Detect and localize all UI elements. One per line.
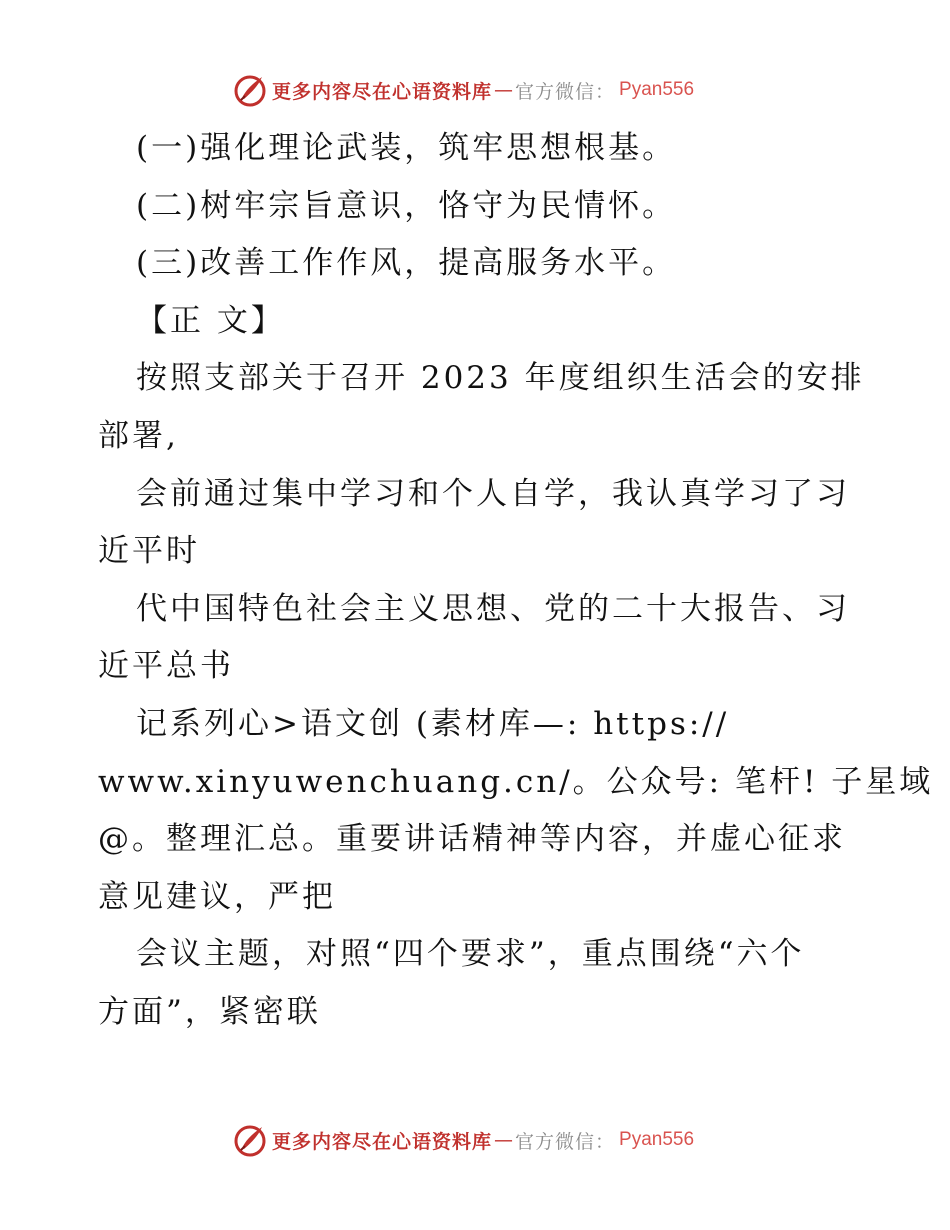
text-line: 近平时 <box>98 533 200 570</box>
watermark-title: 更多内容尽在心语资料库 <box>272 1130 493 1153</box>
watermark-dash: — <box>494 79 514 101</box>
text-line: (三)改善工作作风，提高服务水平。 <box>136 245 677 282</box>
text-line: (二)树牢宗旨意识，恪守为民情怀。 <box>136 187 677 224</box>
text-line: 近平总书 <box>98 648 234 685</box>
watermark-banner-top <box>232 70 694 110</box>
text-line: 记系列心>语文创 (素材库—: https:// <box>136 705 730 742</box>
text-line: 会议主题，对照“四个要求”，重点围绕“六个 <box>136 936 805 973</box>
text-line: @。整理汇总。重要讲话精神等内容，并虚心征求 <box>98 821 846 858</box>
watermark-official-label: 官方微信： <box>515 1130 616 1153</box>
text-line: 按照支部关于召开 2023 年度组织生活会的安排 <box>136 360 865 397</box>
text-line: 会前通过集中学习和个人自学，我认真学习了习 <box>136 475 850 512</box>
quill-seal-logo-icon <box>232 72 268 108</box>
text-line: 意见建议，严把 <box>98 878 336 915</box>
watermark-dash: — <box>494 1129 514 1151</box>
text-line: (一)强化理论武装，筑牢思想根基。 <box>136 130 677 166</box>
text-line: 方面”，紧密联 <box>98 993 321 1030</box>
watermark-banner-bottom <box>232 1120 694 1160</box>
text-line: 代中国特色社会主义思想、党的二十大报告、习 <box>136 590 850 627</box>
text-line: www.xinyuwenchuang.cn/。公众号: 笔杆! 子星域 <box>98 763 934 800</box>
quill-seal-logo-icon <box>232 1122 268 1158</box>
watermark-wechat-id: Pyan556 <box>619 1129 695 1150</box>
text-line: 部署, <box>98 417 179 454</box>
document-body <box>98 120 934 1042</box>
text-line: 【正 文】 <box>136 302 285 339</box>
watermark-official-label: 官方微信： <box>515 80 616 103</box>
watermark-title: 更多内容尽在心语资料库 <box>272 80 493 103</box>
watermark-wechat-id: Pyan556 <box>619 79 695 100</box>
